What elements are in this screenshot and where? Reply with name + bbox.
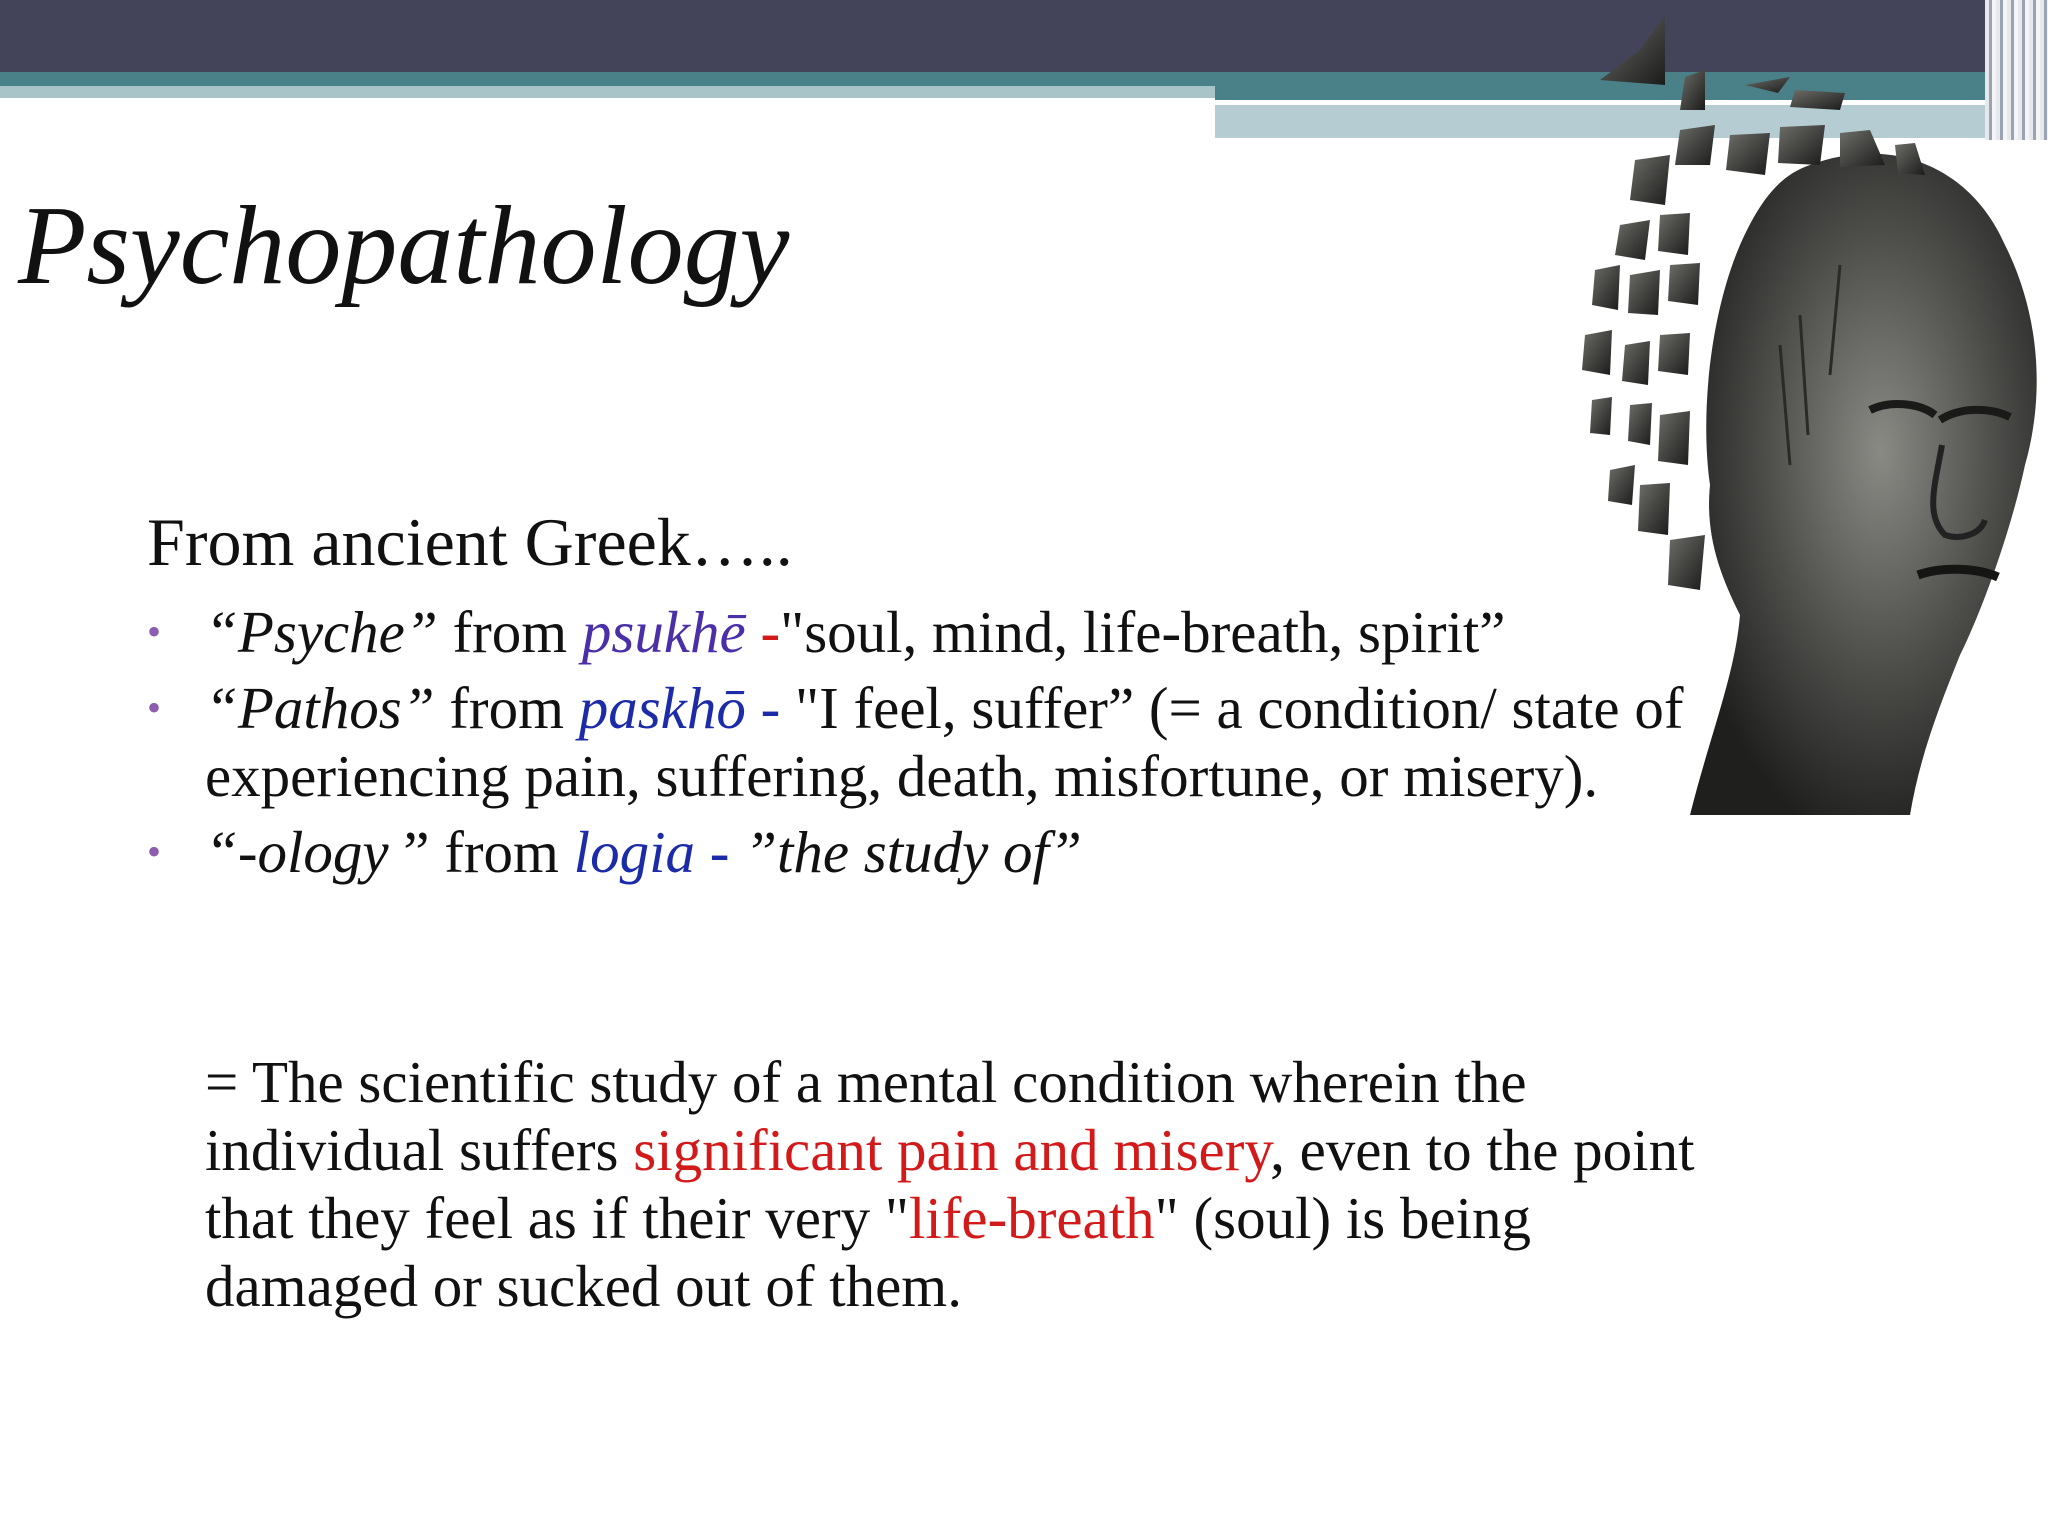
bullet-from: from xyxy=(449,675,579,741)
bullet-dot-icon: • xyxy=(147,829,162,874)
bullet-from: from xyxy=(437,599,582,665)
greek-word: paskhō xyxy=(578,675,746,741)
bullet-item-psyche xyxy=(147,598,1727,666)
bullet-dash: - xyxy=(694,819,745,885)
definition-highlight: life-breath xyxy=(908,1185,1155,1251)
bullet-term: “-ology xyxy=(205,819,404,885)
bullet-term: “Pathos” xyxy=(205,675,450,741)
definition-paragraph xyxy=(205,1048,1745,1320)
header-stripe-teal xyxy=(0,72,1215,86)
intro-text: From ancient Greek….. xyxy=(147,504,793,580)
bullet-term: “Psyche” xyxy=(205,599,438,665)
bullet-from: ” from xyxy=(403,819,574,885)
bullet-meaning: "I feel, suffer” (= a condition/ state of experiencing pain, suffering, death, misfortune, or misery). xyxy=(205,675,1684,809)
bullet-item-pathos xyxy=(147,674,1727,810)
bullet-dash: - xyxy=(745,675,796,741)
bullet-meaning: "soul, mind, life-breath, spirit” xyxy=(780,599,1506,665)
definition-text: " (soul) is being damaged or sucked out of them. xyxy=(205,1185,1532,1319)
bullet-meaning: ”the study of” xyxy=(744,819,1082,885)
bullet-item-ology xyxy=(147,818,1727,886)
greek-word: logia xyxy=(573,819,695,885)
header-stripe-light xyxy=(0,86,1215,98)
bullet-dot-icon: • xyxy=(147,609,162,654)
definition-text: = The scientific study of a mental condition wherein the individual suffers xyxy=(205,1049,1527,1183)
definition-highlight: significant pain and misery xyxy=(633,1117,1271,1183)
definition-text: , even to the point that they feel as if their very " xyxy=(205,1117,1695,1251)
slide-title: Psychopathology xyxy=(18,184,790,308)
bullet-dash: - xyxy=(745,599,781,665)
bullet-dot-icon: • xyxy=(147,685,162,730)
bullet-list xyxy=(147,598,1727,894)
greek-word: psukhē xyxy=(581,599,746,665)
